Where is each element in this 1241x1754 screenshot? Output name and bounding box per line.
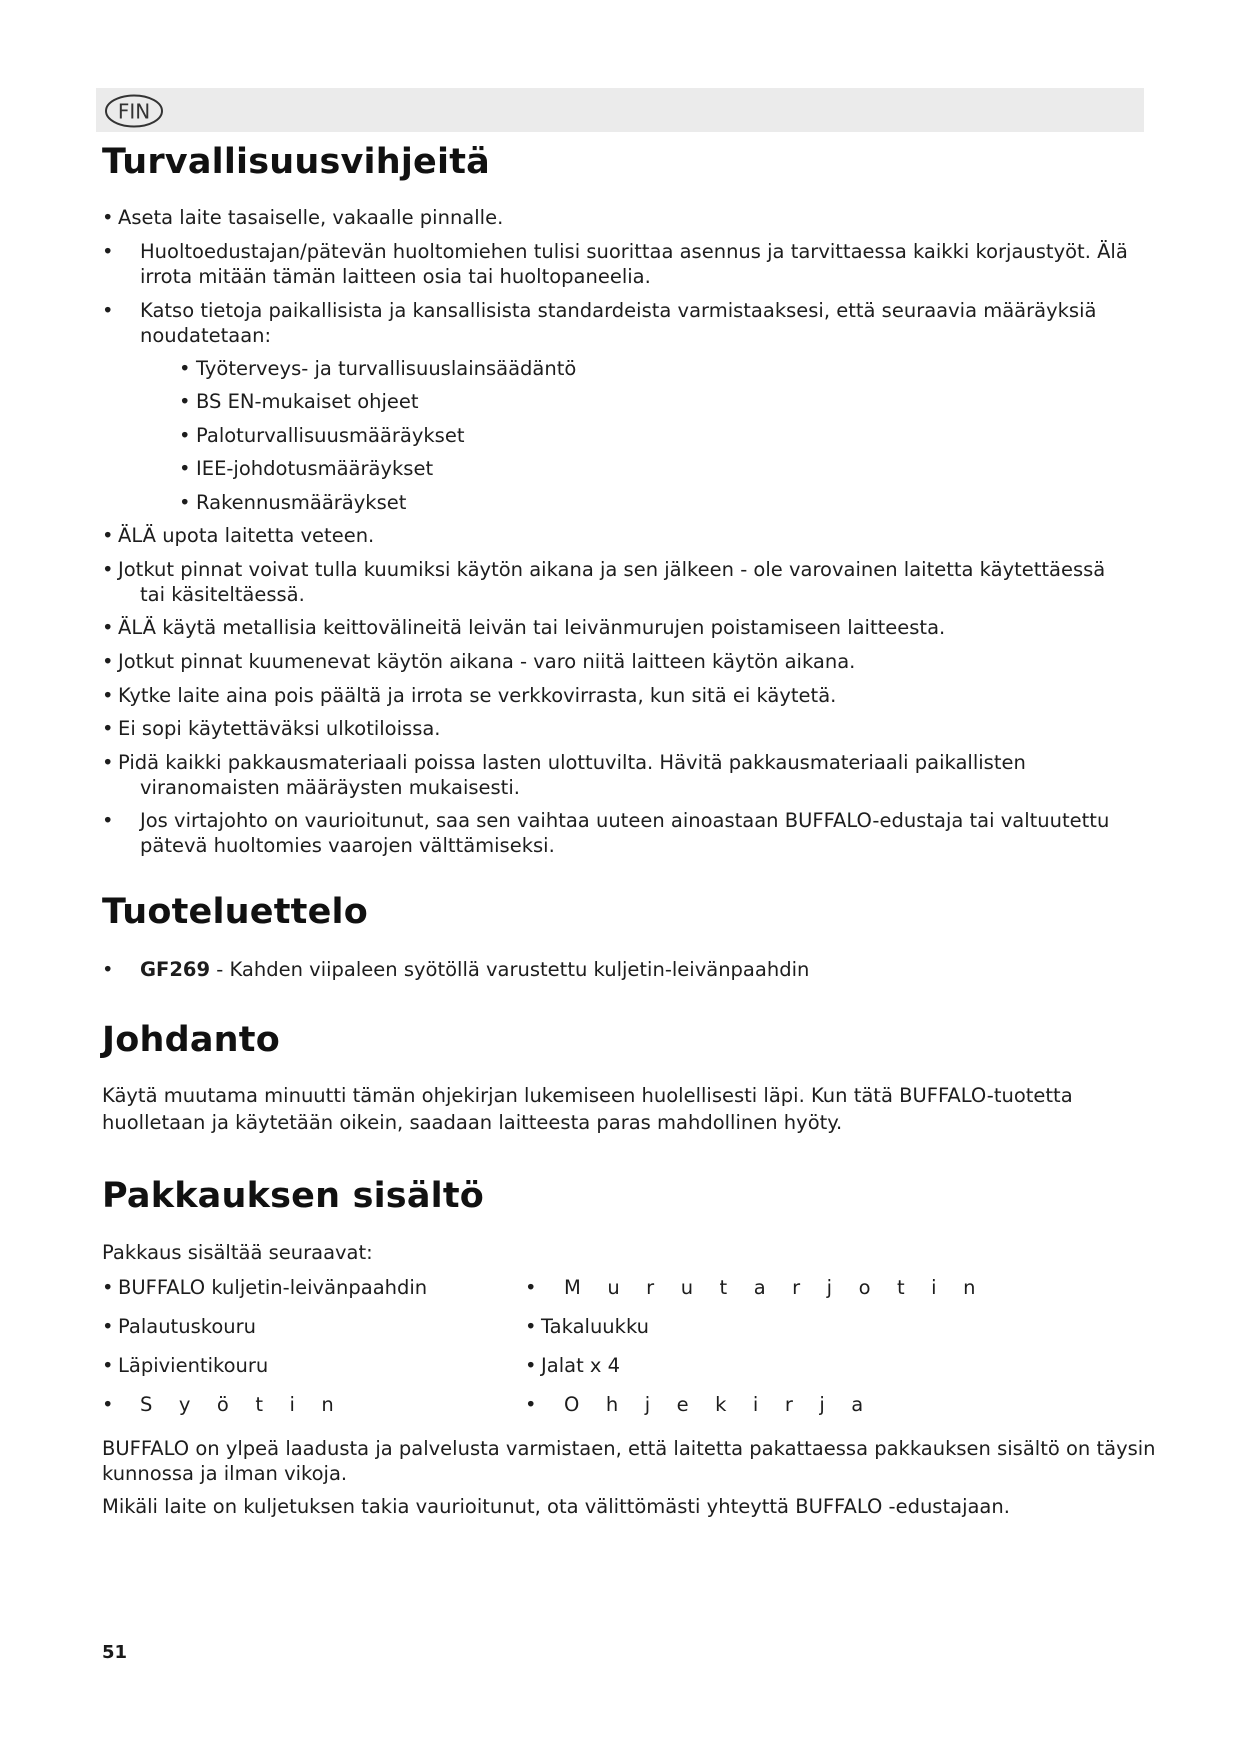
safety-item: Jotkut pinnat voivat tulla kuumiksi käytön aikana ja sen jälkeen - ole varovainen laitetta käytettäessä — [118, 558, 1106, 581]
contents-note: kunnossa ja ilman vikoja. — [102, 1462, 348, 1485]
safety-item-cont: tai käsiteltäessä. — [140, 583, 305, 606]
contents-item: Murutarjotin — [564, 1276, 1002, 1299]
intro-text: huolletaan ja käytetään oikein, saadaan laitteesta paras mahdollinen hyöty. — [102, 1111, 843, 1134]
regulation-item: Työterveys- ja turvallisuuslainsäädäntö — [196, 357, 577, 380]
product-code: GF269 — [140, 958, 211, 981]
bullet: • — [525, 1315, 537, 1338]
intro-title: Johdanto — [102, 1020, 280, 1060]
bullet: • — [179, 491, 191, 514]
safety-item: Aseta laite tasaiselle, vakaalle pinnalle. — [118, 206, 504, 229]
safety-item-cont: noudatetaan: — [140, 324, 272, 347]
bullet: • — [102, 299, 114, 322]
bullet: • — [102, 751, 114, 774]
bullet: • — [102, 717, 114, 740]
bullet: • — [179, 424, 191, 447]
safety-item: Jotkut pinnat kuumenevat käytön aikana - varo niitä laitteen käytön aikana. — [118, 650, 856, 673]
safety-title: Turvallisuusvihjeitä — [102, 142, 490, 182]
bullet: • — [525, 1354, 537, 1377]
safety-item: Huoltoedustajan/pätevän huoltomiehen tulisi suorittaa asennus ja tarvittaessa kaikki korjaustyöt. Älä — [140, 240, 1128, 263]
bullet: • — [179, 390, 191, 413]
contents-item: Ohjekirja — [564, 1393, 890, 1416]
bullet: • — [102, 524, 114, 547]
language-badge — [104, 94, 164, 128]
language-code: FIN — [117, 99, 151, 124]
bullet: • — [102, 240, 114, 263]
contents-item: Palautuskouru — [118, 1315, 256, 1338]
regulation-item: Paloturvallisuusmääräykset — [196, 424, 465, 447]
product-item — [140, 957, 809, 982]
safety-item-cont: viranomaisten määräysten mukaisesti. — [140, 776, 520, 799]
intro-text: Käytä muutama minuutti tämän ohjekirjan lukemiseen huolellisesti läpi. Kun tätä BUFFALO-tuotetta — [102, 1084, 1073, 1107]
bullet: • — [102, 958, 114, 981]
contents-item: BUFFALO kuljetin-leivänpaahdin — [118, 1276, 428, 1299]
safety-item-cont: pätevä huoltomies vaarojen välttämiseksi. — [140, 834, 555, 857]
contents-title: Pakkauksen sisältö — [102, 1176, 485, 1216]
bullet: • — [102, 684, 114, 707]
bullet: • — [102, 558, 114, 581]
contents-lead: Pakkaus sisältää seuraavat: — [102, 1241, 373, 1264]
safety-item: ÄLÄ käytä metallisia keittovälineitä leivän tai leivänmurujen poistamiseen laitteesta. — [118, 616, 946, 639]
contents-item: Jalat x 4 — [541, 1354, 621, 1377]
safety-item: Ei sopi käytettäväksi ulkotiloissa. — [118, 717, 441, 740]
product-description: - Kahden viipaleen syötöllä varustettu kuljetin-leivänpaahdin — [210, 958, 810, 981]
products-title: Tuoteluettelo — [102, 892, 368, 932]
bullet: • — [179, 357, 191, 380]
contents-note: Mikäli laite on kuljetuksen takia vaurioitunut, ota välittömästi yhteyttä BUFFALO -edustajaan. — [102, 1495, 1010, 1518]
safety-item: Pidä kaikki pakkausmateriaali poissa lasten ulottuvilta. Hävitä pakkausmateriaali paikallisten — [118, 751, 1026, 774]
bullet: • — [102, 1354, 114, 1377]
contents-item: Syötin — [140, 1393, 361, 1416]
bullet: • — [179, 457, 191, 480]
safety-item-cont: irrota mitään tämän laitteen osia tai huoltopaneelia. — [140, 265, 651, 288]
regulation-item: Rakennusmääräykset — [196, 491, 407, 514]
regulation-item: IEE-johdotusmääräykset — [196, 457, 434, 480]
safety-item: Jos virtajohto on vaurioitunut, saa sen vaihtaa uuteen ainoastaan BUFFALO-edustaja tai valtuutettu — [140, 809, 1110, 832]
language-header-bar — [96, 88, 1144, 132]
bullet: • — [102, 1393, 114, 1416]
bullet: • — [525, 1276, 537, 1299]
bullet: • — [525, 1393, 537, 1416]
safety-item: Katso tietoja paikallisista ja kansallisista standardeista varmistaaksesi, että seuraavia määräyksiä — [140, 299, 1097, 322]
safety-item: Kytke laite aina pois päältä ja irrota se verkkovirrasta, kun sitä ei käytetä. — [118, 684, 837, 707]
regulation-item: BS EN-mukaiset ohjeet — [196, 390, 419, 413]
bullet: • — [102, 616, 114, 639]
bullet: • — [102, 1315, 114, 1338]
bullet: • — [102, 650, 114, 673]
bullet: • — [102, 206, 114, 229]
bullet: • — [102, 1276, 114, 1299]
contents-item: Läpivientikouru — [118, 1354, 269, 1377]
contents-note: BUFFALO on ylpeä laadusta ja palvelusta varmistaen, että laitetta pakattaessa pakkauksen sisältö on täysin — [102, 1437, 1156, 1460]
page-number: 51 — [102, 1642, 128, 1663]
safety-item: ÄLÄ upota laitetta veteen. — [118, 524, 375, 547]
bullet: • — [102, 809, 114, 832]
contents-item: Takaluukku — [541, 1315, 650, 1338]
